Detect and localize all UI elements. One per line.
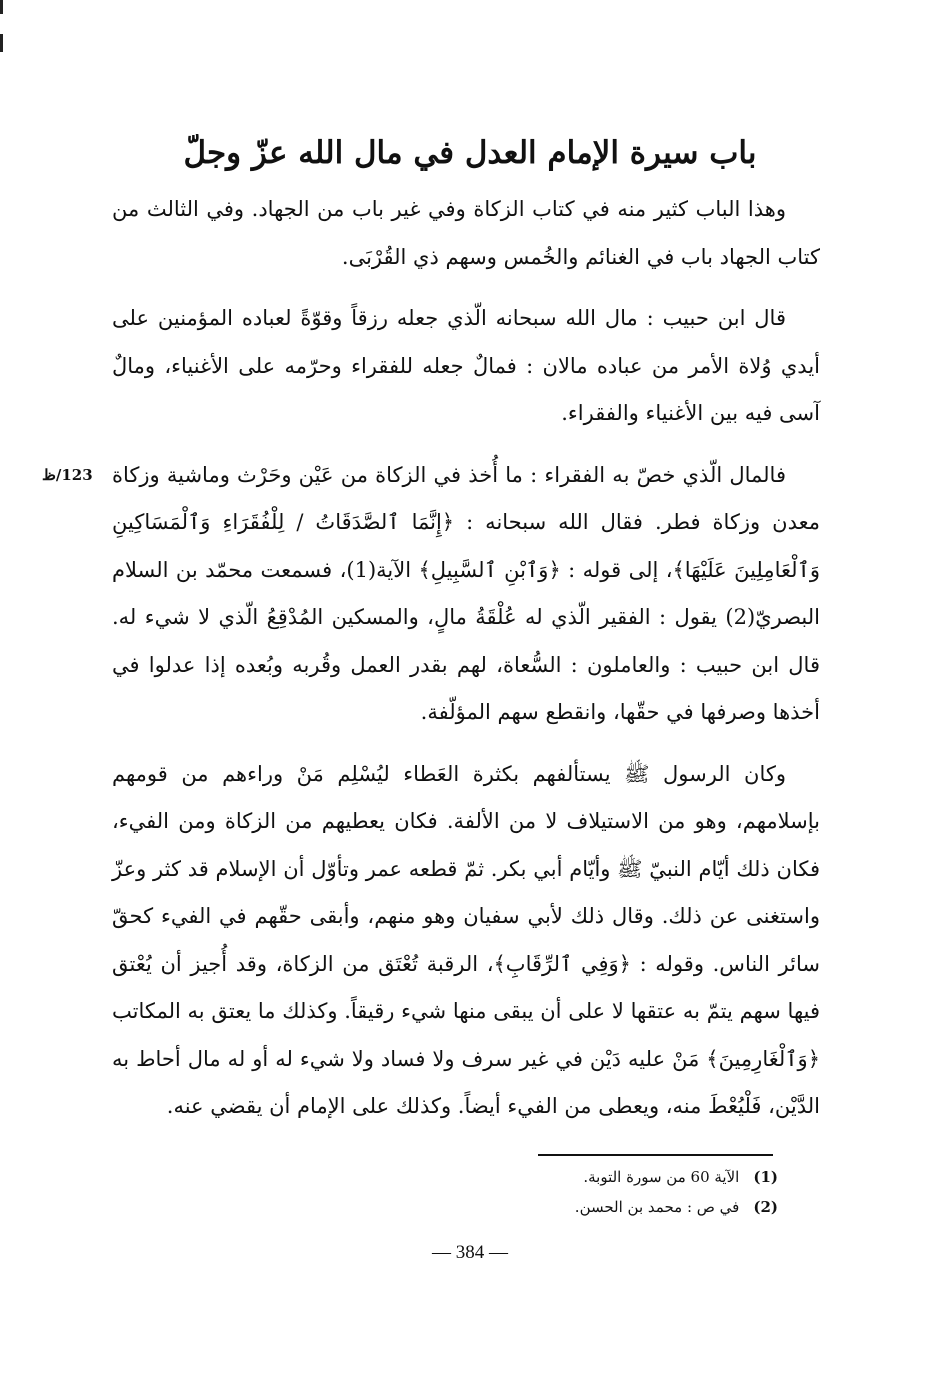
page-number: — 384 — <box>432 1242 508 1263</box>
footnote-number: (2) <box>753 1198 778 1216</box>
paragraph: قال ابن حبيب : مال الله سبحانه الّذي جعله رزقاً وقوّةً لعباده المؤمنين على أيدي وُلاة الأمر من عباده مالان : فمالٌ جعله للفقراء وحرّمه على الأغنياء، ومالٌ آسى فيه بين الأغنياء والفقراء. <box>112 306 820 425</box>
chapter-title: باب سيرة الإمام العدل في مال الله عزّ وجلّ <box>183 135 757 171</box>
footnote-number: (1) <box>753 1168 778 1186</box>
body-text <box>112 186 820 1145</box>
footnote-text: في ص : محمد بن الحسن. <box>574 1198 740 1216</box>
footnote-text: الآية 60 من سورة التوبة. <box>583 1168 740 1186</box>
paragraph: فالمال الّذي خصّ به الفقراء : ما أُخذ في الزكاة من عَيْن وحَرْث وماشية وزكاة معدن وزكاة فطر. فقال الله سبحانه : ﴿إِنَّمَا ٱلصَّدَقَاتُ / لِلْفُقَرَاءِ وَٱلْمَسَاكِينِ وَٱلْعَامِلِينَ عَلَيْهَا﴾، إلى قوله : ﴿وَٱبْنِ ٱلسَّبِيلِ﴾ الآية(1)، فسمعت محمّد بن السلام البصريّ(2) يقول : الفقير الّذي له عُلْقَةُ مالٍ، والمسكين المُدْقِعُ الّذي لا شيء له. قال ابن حبيب : والعاملون : السُّعاة، لهم بقدر العمل وقُربه وبُعده إذا عدلوا في أخذها وصرفها في حقّها، وانقطع سهم المؤلّفة. <box>112 462 821 724</box>
footnote-item <box>400 1192 778 1222</box>
scan-edge-mark <box>0 0 3 14</box>
scan-edge-mark <box>0 34 3 52</box>
manuscript-folio-note: 123/ظ <box>42 466 93 484</box>
paragraph: وكان الرسول ﷺ يستألفهم بكثرة العَطاء ليُسْلِم مَنْ وراءهم من قومهم بإسلامهم، وهو من الاستيلاف لا من الألفة. فكان يعطيهم من الزكاة ومن الفيء، فكان ذلك أيّام النبيّ ﷺ وأيّام أبي بكر. ثمّ قطعه عمر وتأوّل أن الإسلام قد كثر وعزّ واستغنى عن ذلك. وقال ذلك لأبي سفيان وهو منهم، وأبقى حقّهم في الفيء كحقّ سائر الناس. وقوله : ﴿وَفِي ٱلرِّقَابِ﴾، الرقبة تُعْتَق من الزكاة، وقد أُجيز أن يُعْتق فيها سهم يتمّ به عتقها لا على أن يبقى منها شيء رقيقاً. وكذلك ما يعتق به المكاتب ﴿وَٱلْغَارِمِينَ﴾ مَنْ عليه دَيْن في غير سرف ولا فساد ولا شيء له أو له مال أحاط به الدَّيْن، فَلْيُعْطَ منه، ويعطى من الفيء أيضاً. وكذلك على الإمام أن يقضي عنه. <box>112 761 820 1118</box>
paragraph: وهذا الباب كثير منه في كتاب الزكاة وفي غير باب من الجهاد. وفي الثالث من كتاب الجهاد باب في الغنائم والخُمس وسهم ذي القُرْبَى. <box>112 197 820 269</box>
footnotes <box>400 1162 778 1222</box>
footnote-item <box>400 1162 778 1192</box>
footnote-separator <box>538 1154 773 1156</box>
